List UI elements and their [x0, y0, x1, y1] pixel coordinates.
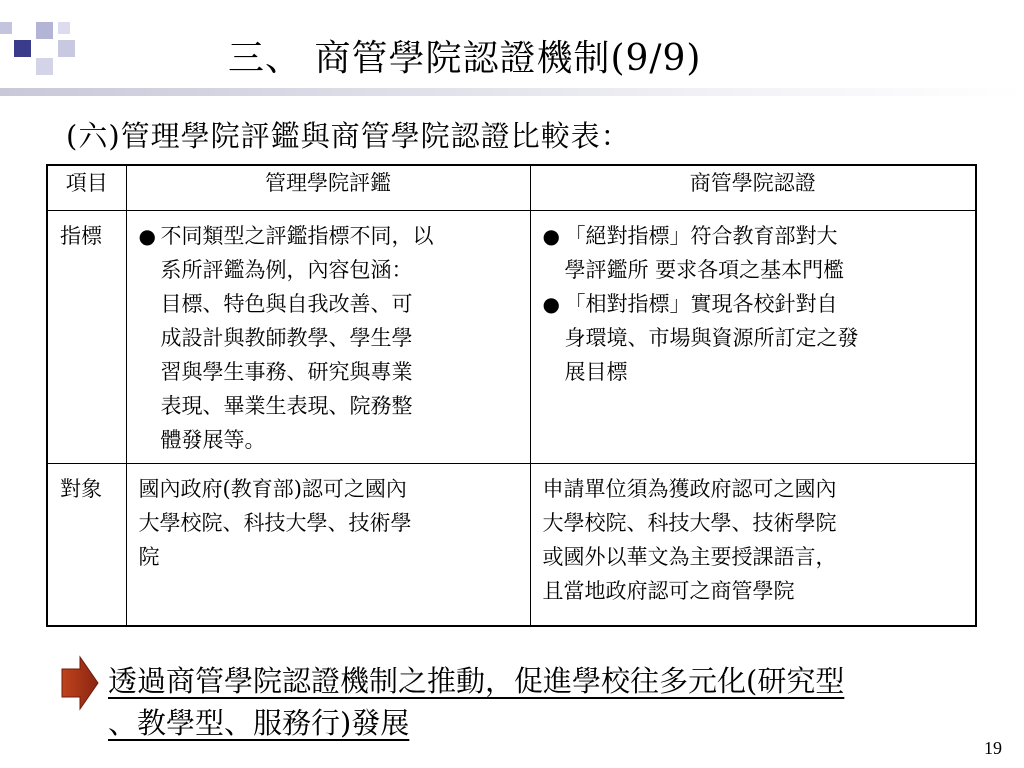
text-line: 學評鑑所 要求各項之基本門檻 — [564, 258, 845, 282]
conclusion-line: 透過商管學院認證機制之推動，促進學校往多元化(研究型 — [108, 664, 845, 698]
target-accreditation-text — [531, 464, 976, 614]
indicators-review-text — [161, 219, 434, 457]
table-header-row — [47, 165, 976, 211]
row-label — [47, 211, 126, 464]
title-underline-bar — [0, 88, 1024, 96]
text-line: 大學校院、科技大學、技術學院 — [542, 511, 837, 535]
bullet-item — [543, 219, 966, 287]
text-line: 表現、畢業生表現、院務整 — [160, 394, 413, 418]
text-line: 「相對指標」實現各校針對自 — [564, 292, 838, 316]
text-line: 習與學生事務、研究與專業 — [160, 360, 413, 384]
table-row-target — [47, 464, 976, 627]
text-line: 展目標 — [564, 360, 628, 384]
indicators-review-cell — [126, 211, 530, 464]
deco-square-dark — [14, 40, 31, 57]
bullet-icon: ● — [542, 292, 560, 316]
deco-square-light — [58, 22, 70, 34]
header-item: 項目 — [47, 165, 126, 211]
conclusion-line: 、教學型、服務行)發展 — [108, 706, 410, 740]
comparison-table — [46, 164, 977, 627]
target-review-cell — [126, 464, 530, 627]
deco-square-light — [0, 22, 12, 34]
text-line: 成設計與教師教學、學生學 — [160, 326, 413, 350]
text-line: 申請單位須為獲政府認可之國內 — [542, 477, 837, 501]
table-row-indicators — [47, 211, 976, 464]
header-business-accreditation: 商管學院認證 — [530, 165, 976, 211]
page-number: 19 — [984, 738, 1002, 758]
row-label-text: 對象 — [60, 477, 102, 501]
bullet-text — [565, 219, 845, 287]
corner-decoration — [0, 0, 80, 80]
row-label — [47, 464, 126, 627]
bullet-icon: ● — [138, 224, 156, 248]
text-line: 且當地政府認可之商管學院 — [542, 579, 795, 603]
bullet-item — [543, 287, 966, 389]
text-line: 體發展等。 — [160, 428, 266, 452]
target-review-text — [127, 464, 530, 580]
text-line: 身環境、市場與資源所訂定之發 — [564, 326, 859, 350]
text-line: 大學校院、科技大學、技術學 — [138, 511, 412, 535]
bullet-icon: ● — [542, 224, 560, 248]
bullet-text — [565, 287, 859, 389]
conclusion-note — [108, 660, 844, 744]
slide-title: 三、 商管學院認證機制(9/9) — [228, 38, 702, 79]
deco-square-light — [58, 40, 75, 57]
target-accreditation-cell — [530, 464, 976, 627]
indicators-accreditation-cell — [530, 211, 976, 464]
text-line: 院 — [138, 545, 160, 569]
text-line: 不同類型之評鑑指標不同，以 — [160, 224, 434, 248]
row-label-text: 指標 — [60, 224, 102, 248]
deco-square-light — [36, 58, 53, 75]
header-management-review: 管理學院評鑑 — [126, 165, 530, 211]
deco-square-light — [36, 22, 53, 39]
text-line: 國內政府(教育部)認可之國內 — [138, 477, 407, 501]
slide-subtitle: (六)管理學院評鑑與商管學院認證比較表： — [66, 119, 631, 153]
text-line: 「絕對指標」符合教育部對大 — [564, 224, 838, 248]
text-line: 目標、特色與自我改善、可 — [160, 292, 413, 316]
text-line: 或國外以華文為主要授課語言， — [542, 545, 837, 569]
arrow-right-icon — [60, 655, 100, 711]
text-line: 系所評鑑為例，內容包涵： — [160, 258, 413, 282]
